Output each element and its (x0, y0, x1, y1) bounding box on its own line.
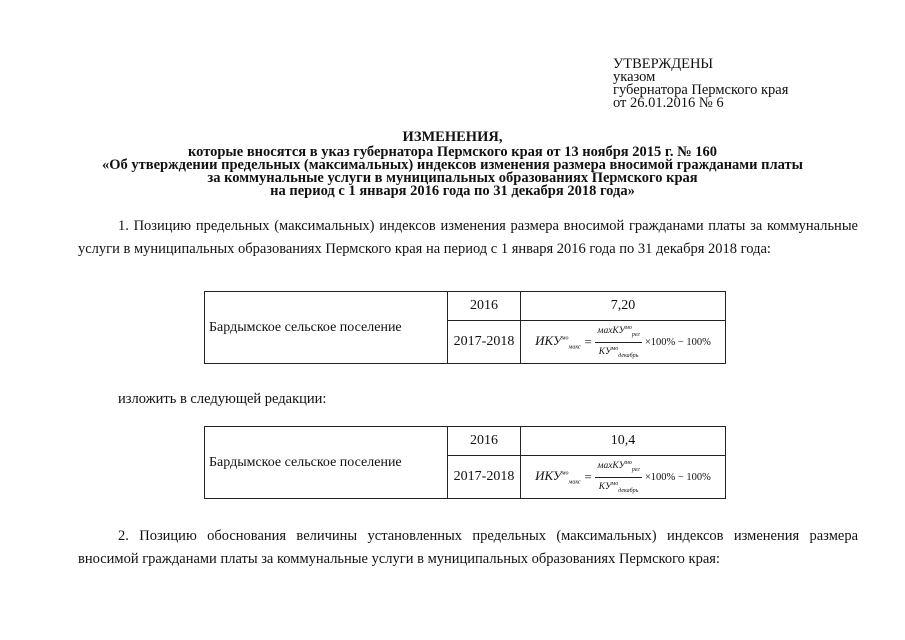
index-formula-cell (521, 456, 726, 499)
doc-title-line-1: которые вносятся в указ губернатора Пермского края от 13 ноября 2015 г. № 160 (187, 144, 718, 160)
position-table-old (204, 291, 726, 364)
approval-stamp (613, 58, 788, 110)
approved-label: УТВЕРЖДЕНЫ (613, 56, 714, 72)
paragraph-2-text: 2. Позицию обоснования величины установленных предельных (максимальных) индексов изменения размера вносимой гражданами платы за коммунальные услуги в муниципальных образованиях Пермского края: (78, 528, 858, 567)
index-formula-cell (521, 321, 726, 364)
paragraph-1-text: 1. Позицию предельных (максимальных) индексов изменения размера вносимой гражданами платы за коммунальные услуги в муниципальных образованиях Пермского края на период с 1 января 2016 года по 31 декабря 2018 года: (78, 218, 858, 257)
index-formula: $ИКУ^{мо}_{макс}$ = $\frac{махКУ^{мо}_{рег}}{КУ^{мо}_{декабрь}}$ ×100% − 100% (535, 322, 711, 361)
year-2017-2018: 2017-2018 (448, 321, 521, 364)
doc-heading: ИЗМЕНЕНИЯ, (402, 129, 503, 145)
paragraph-2 (78, 525, 858, 571)
doc-title-line-4: на период с 1 января 2016 года по 31 декабря 2018 года» (270, 183, 635, 199)
position-table-new (204, 426, 726, 499)
index-2016-value: 7,20 (521, 292, 726, 321)
paragraph-1 (78, 215, 858, 261)
year-2016: 2016 (448, 427, 521, 456)
doc-title-line-3: за коммунальные услуги в муниципальных образованиях Пермского края (207, 170, 698, 186)
restate-text: изложить в следующей редакции: (118, 391, 327, 407)
year-2017-2018: 2017-2018 (448, 456, 521, 499)
approved-by-decree: указом (613, 69, 656, 85)
municipality-name: Бардымское сельское поселение (205, 292, 448, 364)
doc-title-line-2: «Об утверждении предельных (максимальных) индексов изменения размера вносимой гражданами платы (102, 157, 803, 173)
year-2016: 2016 (448, 292, 521, 321)
municipality-name: Бардымское сельское поселение (205, 427, 448, 499)
approved-governor: губернатора Пермского края (613, 82, 789, 98)
index-formula: $ИКУ^{мо}_{макс}$ = $\frac{махКУ^{мо}_{рег}}{КУ^{мо}_{декабрь}}$ ×100% − 100% (535, 457, 711, 496)
index-2016-value: 10,4 (521, 427, 726, 456)
approved-date: от 26.01.2016 № 6 (613, 95, 724, 111)
